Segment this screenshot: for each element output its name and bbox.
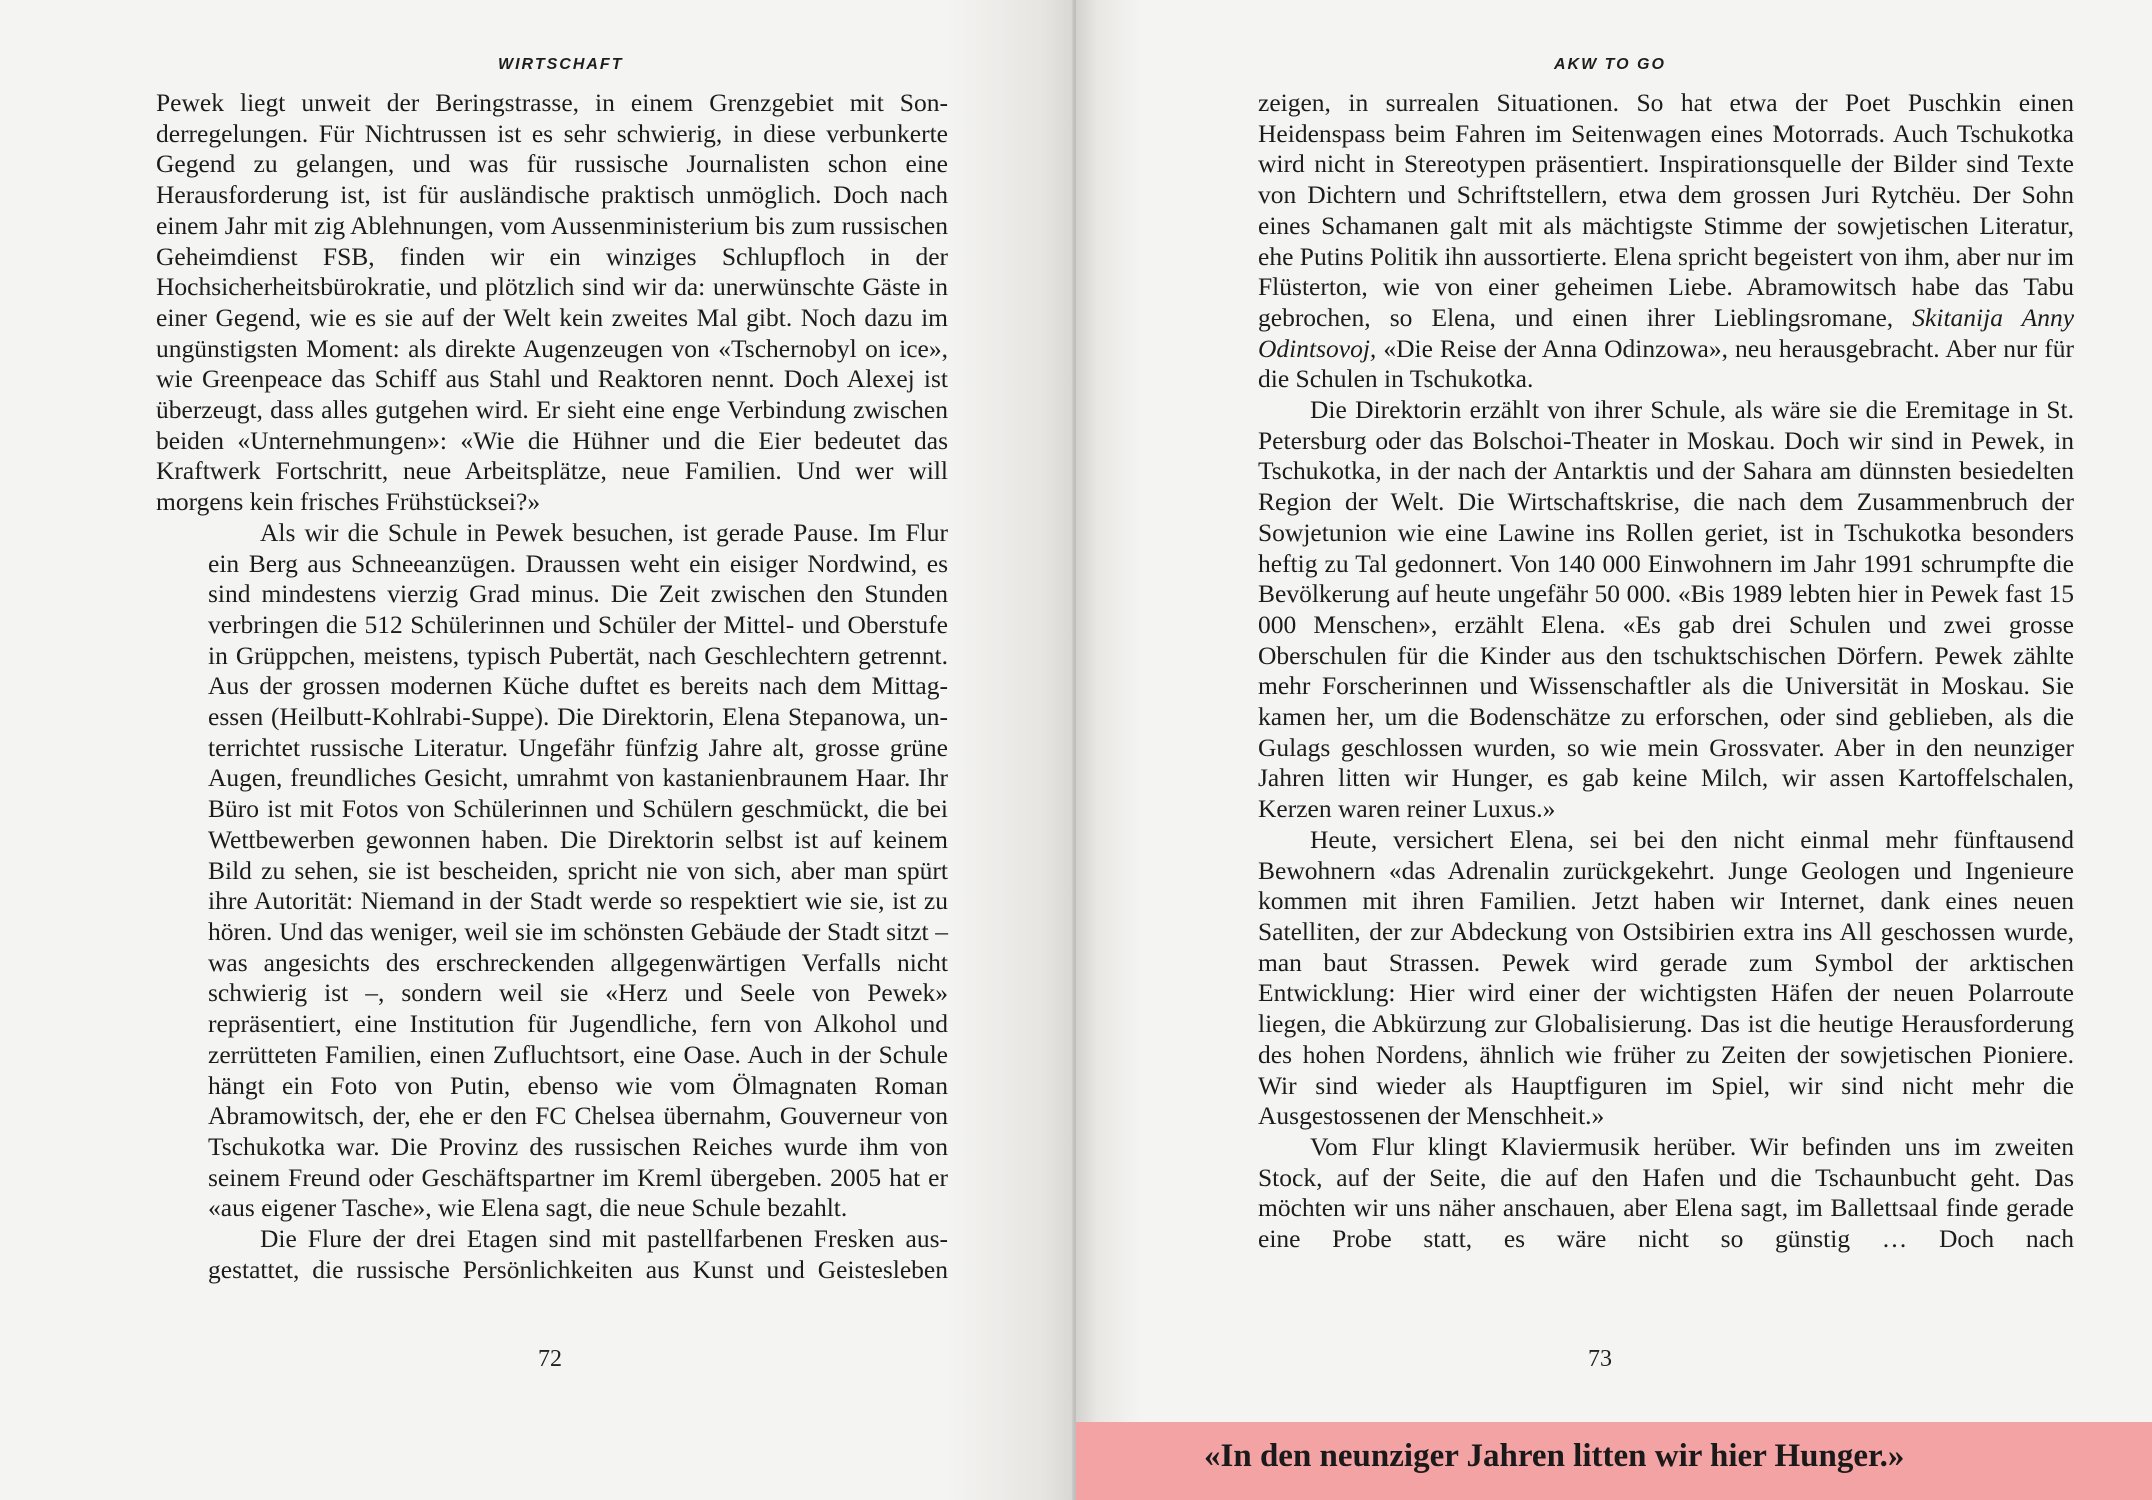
paragraph: Als wir die Schule in Pewek besuchen, ist gerade Pause. Im Flur ein Berg aus Schneeanzügen. Draussen weht ein eisiger Nordwind, es sind mindestens vierzig Grad minus. Die Zeit zwischen den Stunden verbringen die 512 Schülerinnen und Schüler der Mittel- und Oberstufe in Grüppchen, meistens, typisch Pubertät, nach Geschlechtern getrennt. Aus der grossen modernen Küche duftet es bereits nach dem Mittagessen (Heilbutt-Kohlrabi-Suppe). Die Direktorin, Elena Stepanowa, unterrichtet russische Literatur. Ungefähr fünfzig Jahre alt, grosse grüne Augen, freundliches Gesicht, umrahmt von kastanienbraunem Haar. Ihr Büro ist mit Fotos von Schülerinnen und Schülern geschmückt, die bei Wettbewerben gewonnen haben. Die Direktorin selbst ist auf keinem Bild zu sehen, sie ist bescheiden, spricht nie von sich, aber man spürt ihre Autorität: Niemand in der Stadt werde so respektiert wie sie, ist zu hören. Und das weniger, weil sie im schönsten Gebäude der Stadt sitzt – was angesichts des erschreckenden allgegenwärtigen Verfalls nicht schwierig ist –, sondern weil sie «Herz und Seele von Pewek» repräsentiert, eine Institution für Jugendliche, fern von Alkohol und zerrütteten Familien, einen Zufluchtsort, eine Oase. Auch in der Schule hängt ein Foto von Putin, ebenso wie vom Ölmagnaten Roman Abramowitsch, der, ehe er den FC Chelsea übernahm, Gouverneur von Tschukotka war. Die Provinz des russischen Reiches wurde ihm von seinem Freund oder Geschäftspartner im Kreml übergeben. 2005 hat er «aus eigener Tasche», wie Elena sagt, die neue Schule bezahlt.: [208, 517, 948, 1223]
pull-quote-band: [1076, 1422, 2152, 1500]
paragraph: Vom Flur klingt Klaviermusik herüber. Wir befinden uns im zweiten Stock, auf der Seite, die auf den Hafen und die Tschaunbucht geht. Das möchten wir uns näher anschauen, aber Elena sagt, im Ballettsaal finde gerade eine Probe statt, es wäre nicht so günstig … Doch nach: [1258, 1131, 2074, 1254]
page-number-right: 73: [1588, 1346, 1612, 1372]
page-number-left: 72: [538, 1346, 562, 1372]
left-text-column: [156, 88, 948, 1285]
left-page: [0, 0, 1074, 1500]
paragraph: Die Direktorin erzählt von ihrer Schule, als wäre sie die Eremitage in St. Petersburg oder das Bolschoi-Theater in Moskau. Doch wir sind in Pewek, in Tschukotka, in der nach der Antarktis und der Sahara am dünnsten besiedelten Region der Welt. Die Wirtschaftskrise, die nach dem Zusammenbruch der Sowjetunion wie eine Lawine ins Rollen geriet, ist in Tschukotka besonders heftig zu Tal gedonnert. Von 140 000 Einwohnern im Jahr 1991 schrumpfte die Bevölkerung auf heute ungefähr 50 000. «Bis 1989 lebten hier in Pewek fast 15 000 Menschen», erzählt Elena. «Es gab drei Schulen und zwei grosse Oberschulen für die Kinder aus den tschuktschischen Dörfern. Pewek zählte mehr Forscherinnen und Wissenschaftler als die Universität in Moskau. Sie kamen her, um die Bodenschätze zu erforschen, oder sind geblieben, als die Gulags geschlossen wurden, so wie mein Grossvater. Aber in den neunziger Jahren litten wir Hunger, es gab keine Milch, wir assen Kartoffelschalen, Kerzen waren reiner Luxus.»: [1258, 395, 2074, 824]
paragraph: [1258, 88, 2074, 395]
right-text-column: [1258, 88, 2074, 1255]
paragraph: Pewek liegt unweit der Beringstrasse, in einem Grenzgebiet mit Sonderregelungen. Für Nichtrussen ist es sehr schwierig, in diese verbunkerte Gegend zu gelangen, und was für russische Journalisten schon eine Herausforderung ist, ist für ausländische praktisch unmöglich. Doch nach einem Jahr mit zig Ablehnungen, vom Aussenministerium bis zum russischen Geheimdienst FSB, finden wir ein winziges Schlupfloch in der Hochsicherheitsbürokratie, und plötzlich sind wir da: unerwünschte Gäste in einer Gegend, wie es sie auf der Welt kein zweites Mal gibt. Noch dazu im ungünstigsten Moment: als direkte Augenzeugen von «Tschernobyl on ice», wie Greenpeace das Schiff aus Stahl und Reaktoren nennt. Doch Alexej ist überzeugt, dass alles gutgehen wird. Er sieht eine enge Verbindung zwischen beiden «Unternehmungen»: «Wie die Hühner und die Eier bedeutet das Kraftwerk Fortschritt, neue Arbeitsplätze, neue Familien. Und wer will morgens kein frisches Frühstücksei?»: [156, 88, 948, 517]
running-head-left: WIRTSCHAFT: [498, 56, 624, 73]
paragraph-text: «Die Reise der Anna Odinzowa», neu herausgebracht. Aber nur für die Schulen in Tschukotka.: [1258, 333, 2074, 394]
indented-block: [156, 518, 948, 1286]
pull-quote: «In den neunziger Jahren litten wir hier Hunger.»: [1204, 1438, 1905, 1474]
paragraph-text: zeigen, in surrealen Situationen. So hat etwa der Poet Puschkin einen Heidenspass beim Fahren im Seitenwagen eines Motorrads. Auch Tschukotka wird nicht in Stereotypen präsentiert. Inspirationsquelle der Bilder sind Texte von Dichtern und Schriftstellern, etwa dem grossen Juri Rytchëu. Der Sohn eines Schamanen galt mit als mächtigste Stimme der sowjetischen Literatur, ehe Putins Politik ihn aussortierte. Elena spricht begeistert von ihm, aber nur im Flüsterton, wie von einer geheimen Liebe. Abramowitsch habe das Tabu gebrochen, so Elena, und einen ihrer Lieblingsromane,: [1258, 88, 2074, 332]
right-page: [1076, 0, 2152, 1500]
running-head-right: AKW TO GO: [1554, 56, 1666, 73]
paragraph: Die Flure der drei Etagen sind mit pastellfarbenen Fresken ausgestattet, die russische Persönlichkeiten aus Kunst und Geistesleben: [208, 1224, 948, 1284]
paragraph: Heute, versichert Elena, sei bei den nicht einmal mehr fünftausend Bewohnern «das Adrenalin zurückgekehrt. Junge Geologen und Ingenieure kommen mit ihren Familien. Jetzt haben wir Internet, dank eines neuen Satelliten, der zur Abdeckung von Ostsibirien extra ins All geschossen wurde, man baut Strassen. Pewek wird gerade zum Symbol der arktischen Entwicklung: Hier wird einer der wichtigsten Häfen der neuen Polarroute liegen, die Abkürzung zur Globalisierung. Das ist die heutige Herausforderung des hohen Nordens, ähnlich wie früher zu Zeiten der sowjetischen Pioniere. Wir sind wieder als Hauptfiguren im Spiel, wir sind nicht mehr die Ausgestossenen der Menschheit.»: [1258, 824, 2074, 1131]
book-title: Skitanija Anny Odintsovoj,: [1258, 302, 2075, 363]
